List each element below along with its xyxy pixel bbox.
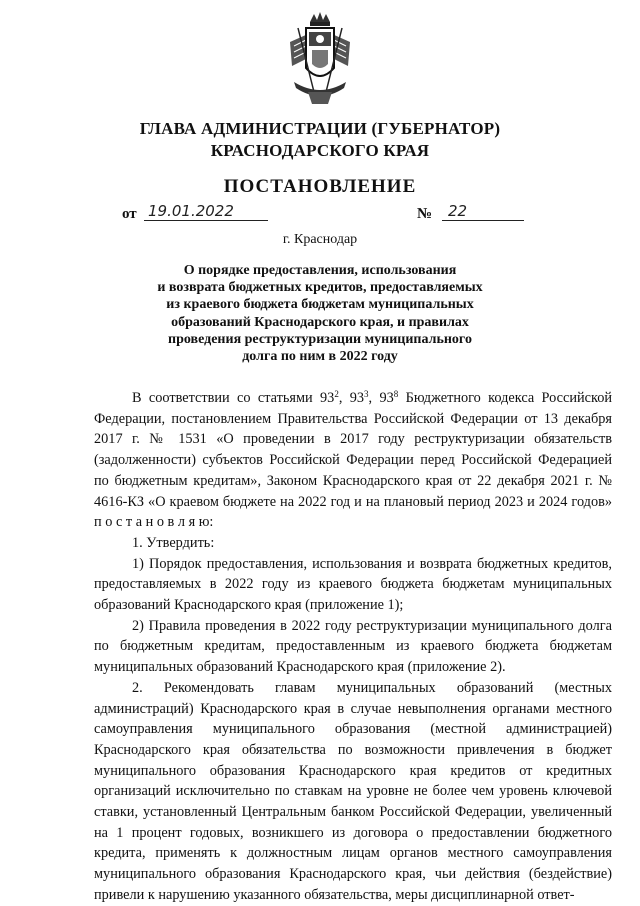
preamble-text: , 93 <box>338 390 365 406</box>
document-title <box>120 262 520 365</box>
document-type: ПОСТАНОВЛЕНИЕ <box>223 176 417 197</box>
title-line: О порядке предоставления, использования <box>183 263 457 278</box>
article-superscript: 3 <box>364 389 369 399</box>
krasnodar-coat-of-arms-icon <box>284 12 356 108</box>
number-label: № <box>417 206 433 222</box>
title-line: из краевого бюджета бюджетам муниципальных <box>166 297 474 313</box>
date-label: от <box>122 206 137 222</box>
authority-heading-line1: ГЛАВА АДМИНИСТРАЦИИ (ГУБЕРНАТОР) <box>139 119 501 138</box>
preamble-text-end: Бюджетного кодекса Российской Федерации, постановлением Правительства Российской Федерации от 13 декабря 2017 г. № 1531 «О проведении в 2017 году реструктуризации обязательств (задолженности) субъектов Российской Федерации перед Российской Федерацией по бюджетным кредитам», Законом Краснодарского края от 22 декабря 2021 г. № 4616-КЗ «О краевом бюджете на 2022 год и на плановый период 2023 и 2024 годов» п о с т а н о в л я ю: <box>94 390 613 531</box>
article-superscript: 2 <box>334 389 339 399</box>
preamble-text: , 93 <box>368 390 394 406</box>
article-superscript: 8 <box>393 389 399 399</box>
clause-1-2: 2) Правила проведения в 2022 году реструктуризации муниципального долга по бюджетным кредитам, предоставленным из краевого бюджета бюджетам муниципальных образований Краснодарского края (приложение 2). <box>94 617 612 676</box>
document-body <box>94 388 612 906</box>
document-date: 19.01.2022 <box>144 202 268 221</box>
clause-1: 1. Утвердить: <box>132 534 215 551</box>
title-line: и возврата бюджетных кредитов, предоставляемых <box>157 280 483 296</box>
document-number: 22 <box>442 202 524 221</box>
title-line: образований Краснодарского края, и правилах <box>171 314 469 330</box>
title-line: проведения реструктуризации муниципального <box>168 331 472 347</box>
authority-heading <box>0 118 640 162</box>
preamble-paragraph <box>94 388 612 533</box>
authority-heading-line2: КРАСНОДАРСКОГО КРАЯ <box>210 141 430 160</box>
title-line: долга по ним в 2022 году <box>242 349 398 365</box>
city: г. Краснодар <box>282 232 358 247</box>
date-number-line <box>122 202 522 226</box>
clause-1-1: 1) Порядок предоставления, использования и возврата бюджетных кредитов, предоставляемых в 2022 году из краевого бюджета бюджетам муниципальных образований Краснодарского края (приложение 1); <box>94 555 612 614</box>
clause-2: 2. Рекомендовать главам муниципальных образований (местных администраций) Краснодарского края в случае невыполнения органами местного самоуправления муниципального образования (местной администрацией) Краснодарского края обязательства по возможности привлечения в бюджет муниципального образования Краснодарского края кредитов от кредитных организаций исключительно по ставкам на уровне не более чем уровень ключевой ставки, установленный Центральным банком Российской Федерации, увеличенный на 1 процент годовых, возникшего из договора о предоставлении бюджетного кредита, применять к должностным лицам органов местного самоуправления муниципального образования Краснодарского края, чьи действия (бездействие) привели к нарушению указанного обязательства, меры дисциплинарной ответ- <box>94 679 612 903</box>
preamble-text-start: В соответствии со статьями 93 <box>132 390 335 406</box>
